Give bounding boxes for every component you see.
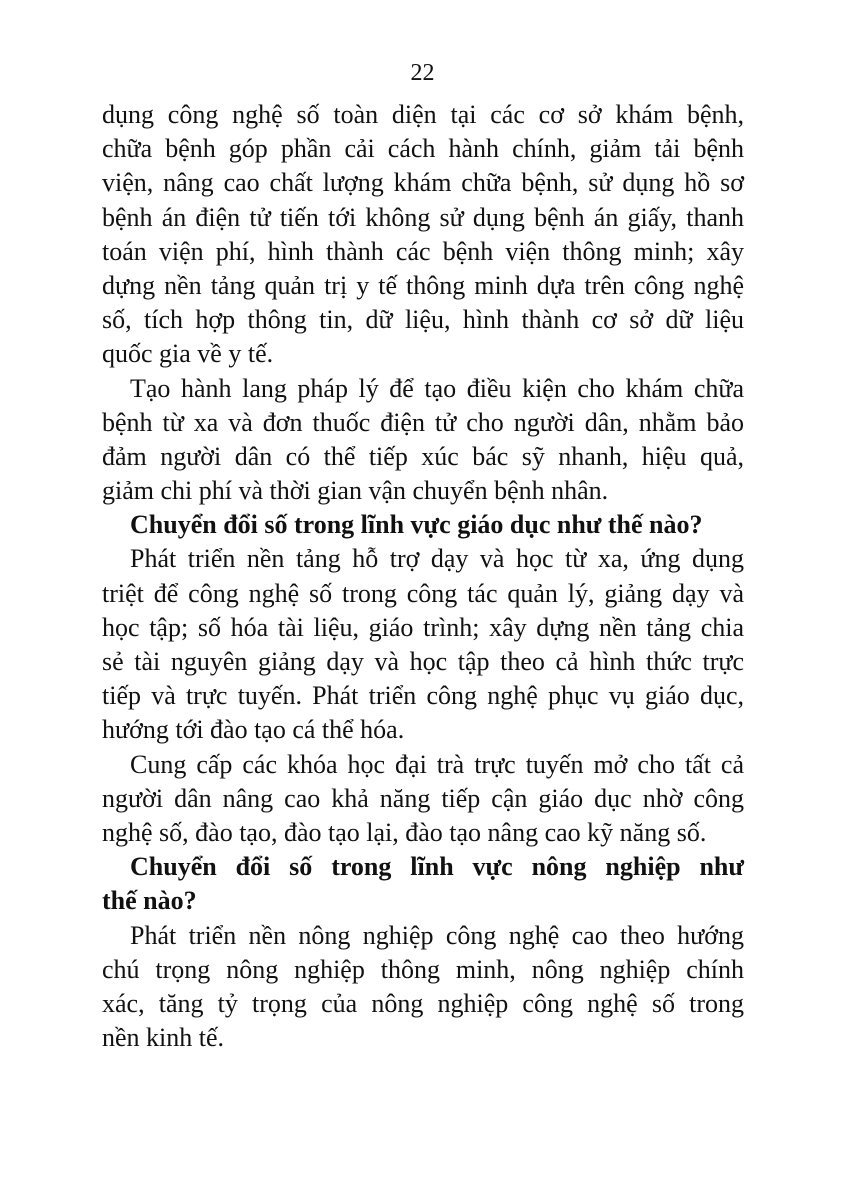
section-heading: [102, 850, 744, 918]
text-line: chú trọng nông nghiệp thông minh, nông nghiệp chính: [102, 954, 744, 984]
text-line: nghệ số, đào tạo, đào tạo lại, đào tạo nâng cao kỹ năng số.: [102, 817, 707, 847]
text-line: đảm người dân có thể tiếp xúc bác sỹ nhanh, hiệu quả,: [102, 441, 744, 471]
heading-line: Chuyển đổi số trong lĩnh vực nông nghiệp như: [130, 852, 744, 882]
text-line: bệnh từ xa và đơn thuốc điện tử cho người dân, nhằm bảo: [102, 407, 744, 437]
text-line: dụng công nghệ số toàn diện tại các cơ sở khám bệnh,: [102, 100, 744, 129]
text-line: quốc gia về y tế.: [102, 339, 274, 369]
text-line: tiếp và trực tuyến. Phát triển công nghệ phục vụ giáo dục,: [102, 681, 744, 711]
body-paragraph: [102, 919, 744, 1056]
text-line: triệt để công nghệ số trong công tác quản lý, giảng dạy và: [102, 578, 744, 608]
heading-line: Chuyển đổi số trong lĩnh vực giáo dục như thế nào?: [130, 510, 703, 540]
heading-line: thế nào?: [102, 886, 197, 916]
body-paragraph: [102, 98, 744, 372]
body-paragraph: [102, 748, 744, 851]
page-body: [102, 98, 744, 1055]
text-line: xác, tăng tỷ trọng của nông nghiệp công nghệ số trong: [102, 988, 744, 1018]
text-line: bệnh án điện tử tiến tới không sử dụng bệnh án giấy, thanh: [102, 202, 744, 232]
page-number: 22: [410, 60, 435, 86]
text-line: Cung cấp các khóa học đại trà trực tuyến mở cho tất cả: [130, 749, 744, 779]
text-line: sẻ tài nguyên giảng dạy và học tập theo cả hình thức trực: [102, 647, 744, 676]
text-line: Phát triển nền tảng hỗ trợ dạy và học từ xa, ứng dụng: [130, 544, 744, 574]
text-line: hướng tới đào tạo cá thể hóa.: [102, 715, 405, 745]
body-paragraph: [102, 542, 744, 747]
text-line: nền kinh tế.: [102, 1023, 225, 1053]
text-line: số, tích hợp thông tin, dữ liệu, hình thành cơ sở dữ liệu: [102, 305, 744, 335]
text-line: viện, nâng cao chất lượng khám chữa bệnh, sử dụng hồ sơ: [102, 168, 744, 198]
text-line: dựng nền tảng quản trị y tế thông minh dựa trên công nghệ: [102, 270, 744, 300]
text-line: người dân nâng cao khả năng tiếp cận giáo dục nhờ công: [102, 783, 744, 813]
text-line: giảm chi phí và thời gian vận chuyển bệnh nhân.: [102, 476, 609, 506]
text-line: học tập; số hóa tài liệu, giáo trình; xây dựng nền tảng chia: [102, 612, 744, 642]
text-line: chữa bệnh góp phần cải cách hành chính, giảm tải bệnh: [102, 134, 744, 164]
body-paragraph: [102, 372, 744, 509]
text-line: Phát triển nền nông nghiệp công nghệ cao theo hướng: [130, 920, 744, 950]
section-heading: [102, 508, 744, 542]
text-line: toán viện phí, hình thành các bệnh viện thông minh; xây: [102, 236, 744, 266]
text-line: Tạo hành lang pháp lý để tạo điều kiện cho khám chữa: [130, 373, 744, 403]
